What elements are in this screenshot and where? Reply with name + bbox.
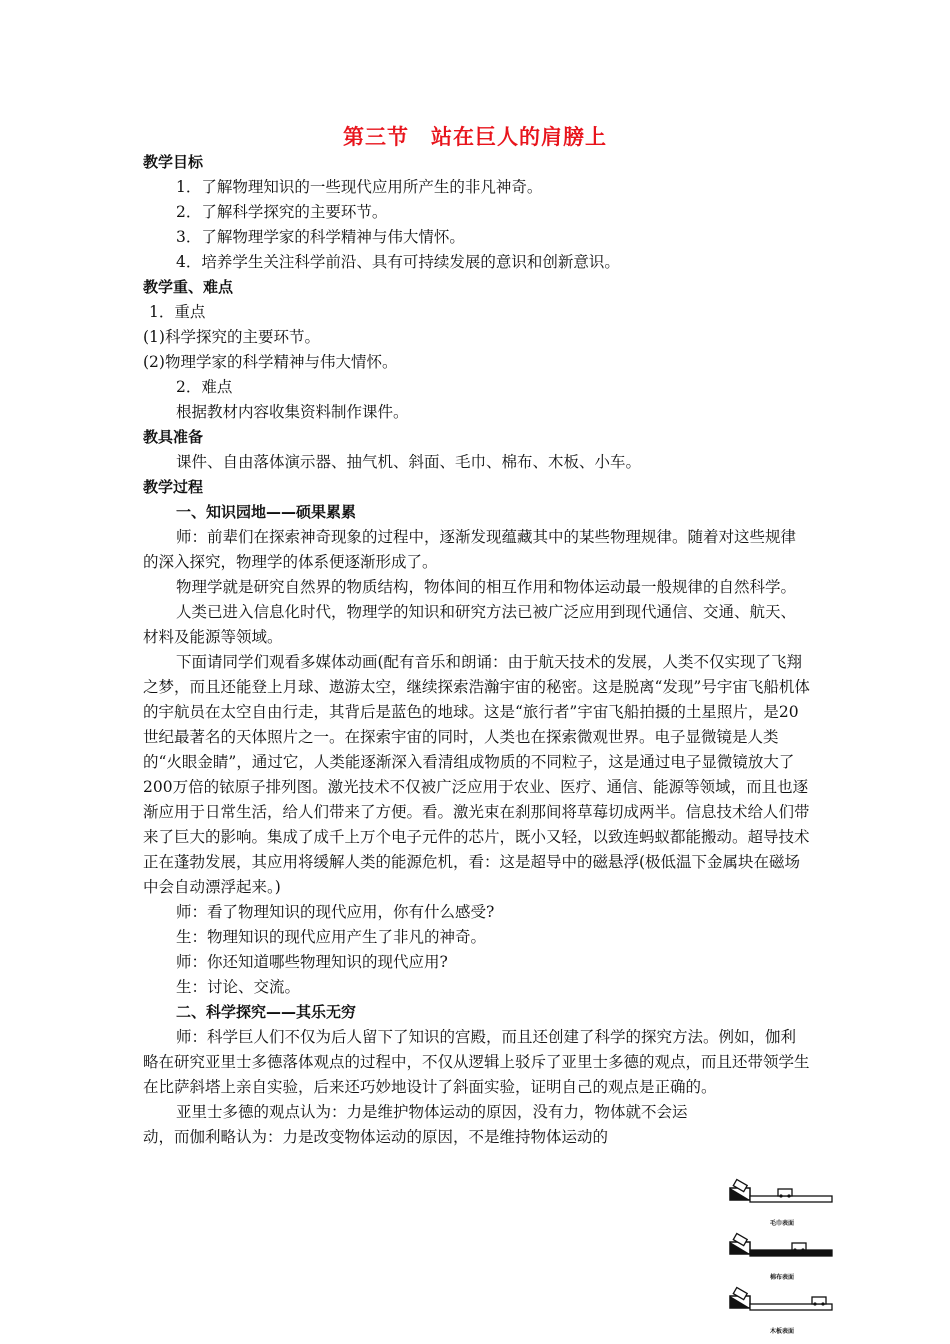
dialogue-line: 生：物理知识的现代应用产生了非凡的神奇。	[176, 928, 487, 946]
goal-item: 4．培养学生关注科学前沿、具有可持续发展的意识和创新意识。	[176, 253, 620, 271]
dialogue-line: 生：讨论、交流。	[176, 978, 301, 996]
paragraph: 师：前辈们在探索神奇现象的过程中，逐渐发现蕴藏其中的某些物理规律。随着对这些规律的深入探究，物理学的体系便逐渐形成了。	[143, 528, 797, 571]
document-body	[143, 150, 811, 1150]
incline-cart-icon	[728, 1178, 836, 1222]
wood-surface-panel	[728, 1286, 836, 1340]
tools-text: 课件、自由落体演示器、抽气机、斜面、毛巾、棉布、木板、小车。	[176, 453, 642, 471]
figure-caption: 棉布表面	[769, 1274, 794, 1281]
figure-caption: 毛巾表面	[769, 1220, 794, 1227]
paragraph: 亚里士多德的观点认为：力是维护物体运动的原因，没有力，物体就不会运动，而伽利略认为：力是改变物体运动的原因，不是维持物体运动的	[143, 1103, 688, 1146]
paragraph: 物理学就是研究自然界的物质结构，物体间的相互作用和物体运动最一般规律的自然科学。	[176, 578, 797, 596]
key-item: (1)科学探究的主要环节。	[143, 328, 320, 346]
section-heading-key-points: 教学重、难点	[143, 278, 234, 296]
subsection-heading: 一、知识园地——硕果累累	[176, 503, 357, 521]
goal-item: 3．了解物理学家的科学精神与伟大情怀。	[176, 228, 465, 246]
dialogue-line: 师：你还知道哪些物理知识的现代应用?	[176, 953, 448, 971]
goal-item: 1．了解物理知识的一些现代应用所产生的非凡神奇。	[176, 178, 543, 196]
key-label: 1．重点	[149, 303, 206, 321]
key-item: (2)物理学家的科学精神与伟大情怀。	[143, 353, 398, 371]
incline-cart-icon	[728, 1286, 836, 1330]
paragraph: 人类已进入信息化时代，物理学的知识和研究方法已被广泛应用到现代通信、交通、航天、材料及能源等领域。	[143, 603, 797, 646]
paragraph: 下面请同学们观看多媒体动画(配有音乐和朗诵：由于航天技术的发展，人类不仅实现了飞翔之梦，而且还能登上月球、遨游太空，继续探索浩瀚宇宙的秘密。这是脱离“发现”号宇宙飞船机体的宇航员在太空自由行走，其背后是蓝色的地球。这是“旅行者”宇宙飞船拍摄的土星照片，是20世纪最著名的天体照片之一。在探索宇宙的同时，人类也在探索微观世界。电子显微镜是人类的“火眼金睛”，通过它，人类能逐渐深入看清组成物质的不同粒子，这是通过电子显微镜放大了200万倍的铱原子排列图。激光技术不仅被广泛应用于农业、医疗、通信、能源等领域，而且也逐渐应用于日常生活，给人们带来了方便。看。激光束在刹那间将草莓切成两半。信息技术给人们带来了巨大的影响。集成了成千上万个电子元件的芯片，既小又轻，以致连蚂蚁都能搬动。超导技术正在蓬勃发展，其应用将缓解人类的能源危机，看：这是超导中的磁悬浮(极低温下金属块在磁场中会自动漂浮起来。)	[143, 653, 810, 896]
dialogue-line: 师：看了物理知识的现代应用，你有什么感受?	[176, 903, 495, 921]
difficult-text: 根据教材内容收集资料制作课件。	[176, 403, 409, 421]
figure-caption: 木板表面	[769, 1328, 794, 1335]
towel-surface-panel	[728, 1178, 836, 1232]
section-heading-goals: 教学目标	[143, 153, 204, 171]
difficult-label: 2．难点	[176, 378, 233, 396]
subsection-heading: 二、科学探究——其乐无穷	[176, 1003, 357, 1021]
incline-experiment-figure	[728, 1178, 836, 1340]
page-title: 第三节 站在巨人的肩膀上	[343, 125, 607, 149]
section-heading-process: 教学过程	[143, 478, 204, 496]
incline-cart-icon	[728, 1232, 836, 1276]
section-heading-tools: 教具准备	[143, 428, 204, 446]
paragraph: 师：科学巨人们不仅为后人留下了知识的宫殿，而且还创建了科学的探究方法。例如，伽利略在研究亚里士多德落体观点的过程中，不仅从逻辑上驳斥了亚里士多德的观点，而且还带领学生在比萨斜塔上亲自实验，后来还巧妙地设计了斜面实验，证明自己的观点是正确的。	[143, 1028, 810, 1096]
goal-item: 2．了解科学探究的主要环节。	[176, 203, 388, 221]
cloth-surface-panel	[728, 1232, 836, 1286]
